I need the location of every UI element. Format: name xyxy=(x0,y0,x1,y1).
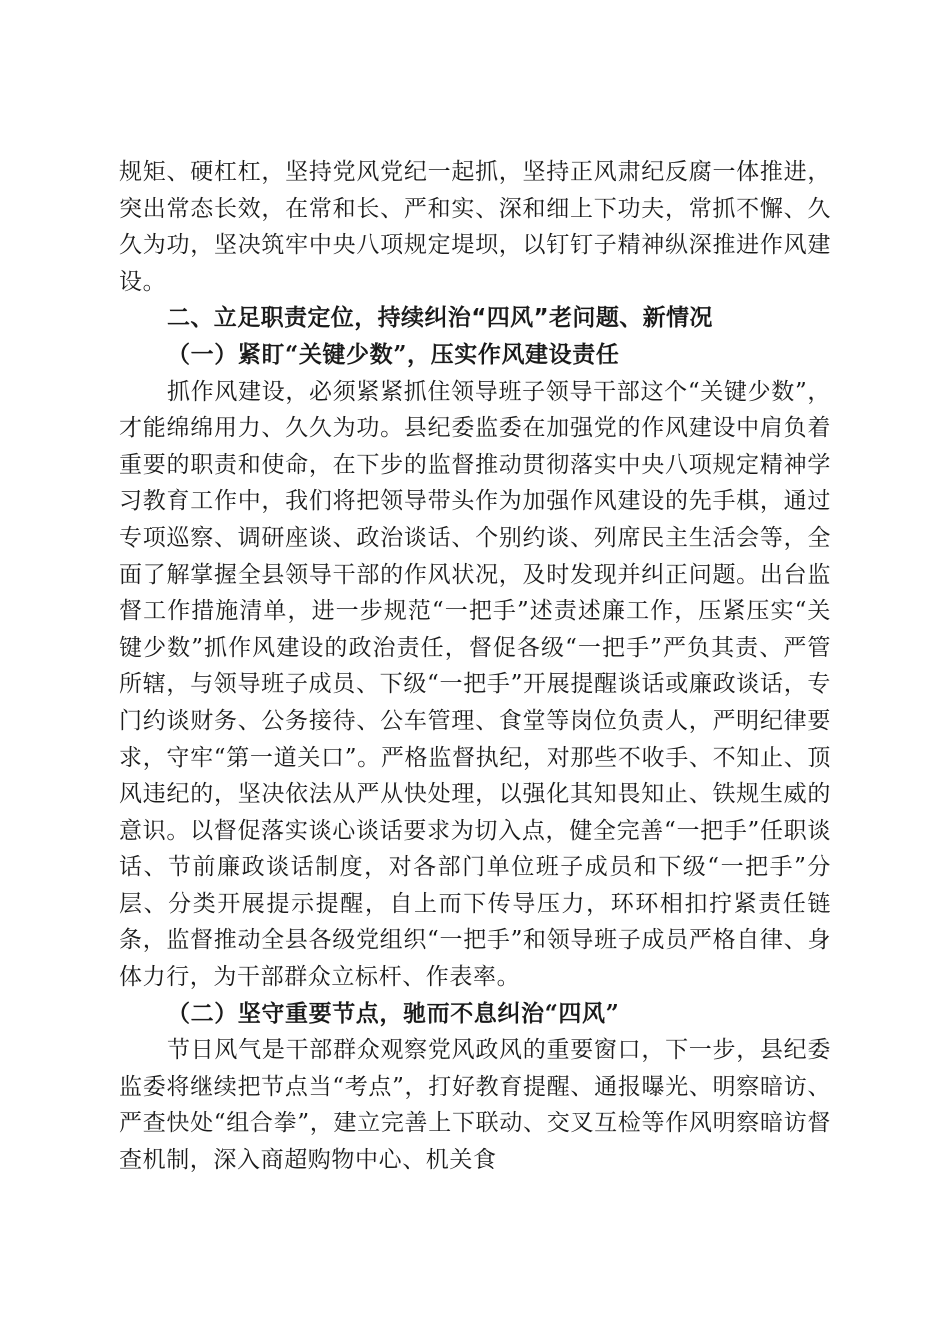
sub-heading-2: （二）坚守重要节点，驰而不息纠治“四风” xyxy=(167,999,620,1027)
paragraph-1: 抓作风建设，必须紧紧抓住领导班子领导干部这个“关键少数”，才能绵绵用力、久久为功。县纪委监委在加强党的作风建设中肩负着重要的职责和使命，在下步的监督推动贯彻落实中央八项规定精神学习教育工作中，我们将把领导带头作为加强作风建设的先手棋，通过专项巡察、调研座谈、政治谈话、个别约谈、列席民主生活会等，全面了解掌握全县领导干部的作风状况，及时发现并纠正问题。出台监督工作措施清单，进一步规范“一把手”述责述廉工作，压紧压实“关键少数”抓作风建设的政治责任，督促各级“一把手”严负其责、严管所辖，与领导班子成员、下级“一把手”开展提醒谈话或廉政谈话，专门约谈财务、公务接待、公车管理、食堂等岗位负责人，严明纪律要求，守牢“第一道关口”。严格监督执纪，对那些不收手、不知止、顶风违纪的，坚决依法从严从快处理，以强化其知畏知止、铁规生威的意识。以督促落实谈心谈话要求为切入点，健全完善“一把手”任职谈话、节前廉政谈话制度，对各部门单位班子成员和下级“一把手”分层、分类开展提示提醒，自上而下传导压力，环环相扣拧紧责任链条，监督推动全县各级党组织“一把手”和领导班子成员严格自律、身体力行，为干部群众立标杆、作表率。 xyxy=(119,378,831,991)
paragraph-continued: 规矩、硬杠杠，坚持党风党纪一起抓，坚持正风肃纪反腐一体推进，突出常态长效，在常和长、严和实、深和细上下功夫，常抓不懈、久久为功，坚决筑牢中央八项规定堤坝，以钉钉子精神纵深推进作风建设。 xyxy=(119,159,831,295)
document-body xyxy=(119,154,831,1179)
paragraph-2: 节日风气是干部群众观察党风政风的重要窗口，下一步，县纪委监委将继续把节点当“考点”，打好教育提醒、通报曝光、明察暗访、严查快处“组合拳”，建立完善上下联动、交叉互检等作风明察暗访督查机制，深入商超购物中心、机关食 xyxy=(119,1037,831,1174)
sub-heading-1: （一）紧盯“关键少数”，压实作风建设责任 xyxy=(167,340,620,368)
section-heading-2: 二、立足职责定位，持续纠治“四风”老问题、新情况 xyxy=(167,305,713,332)
